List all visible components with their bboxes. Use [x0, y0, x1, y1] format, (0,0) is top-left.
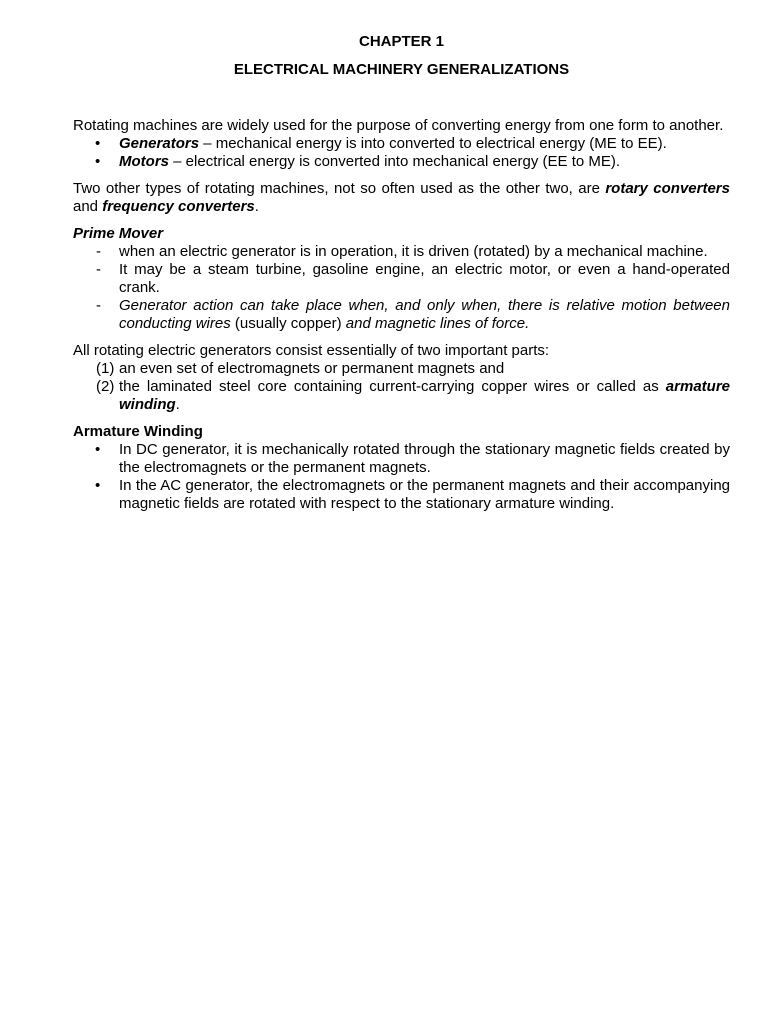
term-rotary-converters: rotary converters	[605, 180, 730, 197]
chapter-title: ELECTRICAL MACHINERY GENERALIZATIONS	[233, 61, 570, 78]
list-item	[73, 360, 730, 378]
dash-marker: -	[96, 297, 101, 314]
parts-list	[73, 360, 730, 414]
generator-action-text: Generator action can take place when, and only when, there is relative motion between conducting wires	[119, 297, 730, 332]
term-frequency-converters: frequency converters	[102, 198, 255, 215]
term-generators: Generators	[119, 135, 200, 152]
dash-marker: -	[96, 261, 101, 278]
part-item-end: .	[175, 396, 180, 413]
bullet-marker: •	[95, 135, 101, 152]
intro-paragraph: Rotating machines are widely used for the purpose of converting energy from one form to another.	[73, 117, 724, 134]
list-number: (1)	[96, 360, 115, 377]
prime-mover-list	[73, 243, 730, 333]
armature-item-text: In DC generator, it is mechanically rotated through the stationary magnetic fields created by the electromagnets or the permanent magnets.	[119, 441, 730, 476]
part-item-text: the laminated steel core containing current-carrying copper wires or called as	[119, 378, 666, 395]
bullet-marker: •	[95, 441, 101, 458]
other-types-conjunction: and	[73, 198, 103, 215]
list-item	[73, 477, 730, 513]
armature-winding-heading: Armature Winding	[73, 423, 203, 440]
armature-winding-list	[73, 441, 730, 513]
other-types-paragraph	[73, 180, 730, 216]
motors-description: – electrical energy is converted into mechanical energy (EE to ME).	[169, 153, 621, 170]
other-types-end: .	[254, 198, 259, 215]
list-item	[73, 261, 730, 297]
term-armature-winding: armature winding	[119, 378, 730, 413]
other-types-text: Two other types of rotating machines, not so often used as the other two, are	[73, 180, 606, 197]
parts-intro-paragraph: All rotating electric generators consist essentially of two important parts:	[73, 342, 550, 359]
chapter-label: CHAPTER 1	[358, 33, 444, 50]
prime-mover-item-text: when an electric generator is in operation, it is driven (rotated) by a mechanical machine.	[119, 243, 708, 260]
dash-marker: -	[96, 243, 101, 260]
bullet-marker: •	[95, 153, 101, 170]
term-motors: Motors	[119, 153, 169, 170]
bullet-marker: •	[95, 477, 101, 494]
machine-types-list	[73, 135, 730, 171]
list-item	[73, 153, 730, 171]
generator-action-end: and magnetic lines of force.	[345, 315, 530, 332]
prime-mover-item-text: It may be a steam turbine, gasoline engine, an electric motor, or even a hand-operated crank.	[119, 261, 730, 296]
generator-action-note: (usually copper)	[230, 315, 346, 332]
list-number: (2)	[96, 378, 115, 395]
list-item	[73, 297, 730, 333]
list-item	[73, 441, 730, 477]
list-item	[73, 378, 730, 414]
part-item-text: an even set of electromagnets or permanent magnets and	[119, 360, 505, 377]
armature-item-text: In the AC generator, the electromagnets or the permanent magnets and their accompanying magnetic fields are rotated with respect to the stationary armature winding.	[119, 477, 730, 512]
list-item	[73, 243, 730, 261]
document-page	[73, 33, 730, 513]
list-item	[73, 135, 730, 153]
generators-description: – mechanical energy is into converted to electrical energy (ME to EE).	[199, 135, 667, 152]
prime-mover-heading: Prime Mover	[73, 225, 164, 242]
